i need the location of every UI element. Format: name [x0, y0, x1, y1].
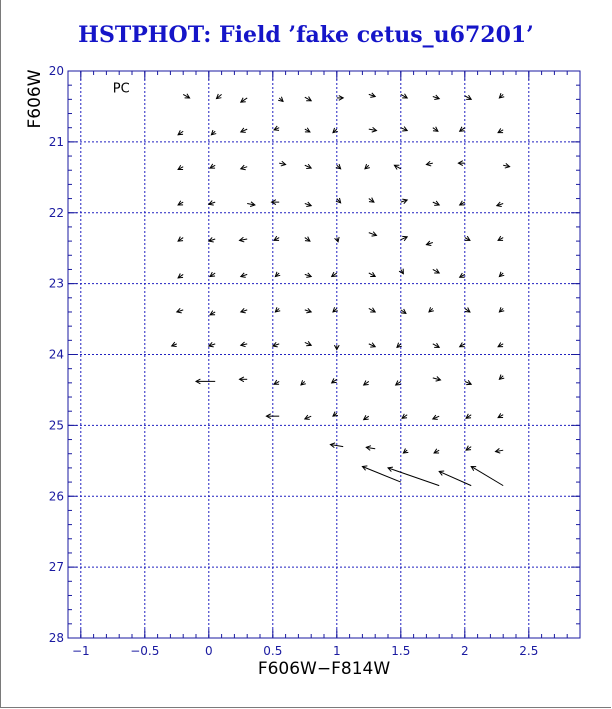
- displacement-vector: [401, 94, 407, 98]
- displacement-vector: [471, 466, 503, 485]
- vector-shaft: [471, 466, 503, 485]
- displacement-vector: [460, 273, 465, 277]
- displacement-vector: [332, 378, 337, 382]
- displacement-vector: [499, 307, 504, 312]
- displacement-vector: [305, 308, 311, 313]
- displacement-vector: [334, 345, 339, 349]
- displacement-vector: [241, 128, 247, 132]
- displacement-vector: [499, 375, 504, 380]
- displacement-vector: [503, 163, 509, 168]
- vector-shaft: [388, 468, 439, 486]
- displacement-vector: [429, 307, 434, 312]
- displacement-vector: [241, 308, 247, 313]
- x-tick-label: 1: [332, 644, 341, 658]
- displacement-vector: [433, 269, 439, 273]
- displacement-vector: [499, 93, 504, 98]
- displacement-vector: [460, 342, 465, 346]
- x-tick-label: 2.5: [519, 644, 539, 658]
- displacement-vector: [366, 446, 375, 451]
- y-tick-label: 25: [48, 418, 64, 433]
- displacement-vector: [274, 126, 279, 130]
- displacement-vector: [426, 161, 432, 166]
- displacement-vector: [369, 308, 375, 312]
- displacement-vector: [460, 201, 465, 205]
- vector-shaft: [362, 466, 400, 482]
- displacement-vector: [210, 311, 215, 315]
- displacement-vector: [177, 308, 183, 313]
- y-tick-label: 22: [48, 205, 64, 220]
- displacement-vector: [433, 127, 438, 131]
- displacement-vector: [362, 466, 400, 482]
- y-tick-label: 20: [48, 64, 64, 78]
- vector-field: [172, 93, 510, 486]
- displacement-vector: [369, 272, 375, 276]
- displacement-vector: [369, 198, 374, 202]
- displacement-vector: [498, 236, 503, 240]
- x-axis-title: F606W−F814W: [257, 659, 391, 679]
- displacement-vector: [274, 380, 279, 384]
- displacement-vector: [210, 272, 215, 276]
- x-tick-label: 0: [204, 644, 213, 658]
- vector-shaft: [439, 471, 471, 485]
- displacement-vector: [403, 448, 408, 453]
- displacement-vector: [388, 467, 439, 486]
- x-tick-label: −1: [71, 644, 90, 658]
- y-tick-label: 27: [48, 560, 64, 575]
- displacement-vector: [301, 380, 306, 385]
- displacement-vector: [465, 308, 470, 312]
- displacement-vector: [178, 237, 183, 241]
- displacement-vector: [465, 95, 471, 99]
- displacement-vector: [305, 164, 311, 168]
- displacement-vector: [401, 309, 406, 313]
- displacement-vector: [401, 236, 407, 240]
- displacement-vector: [426, 241, 432, 246]
- y-tick-label: 21: [48, 134, 64, 149]
- displacement-vector: [401, 199, 407, 204]
- displacement-vector: [433, 95, 439, 100]
- displacement-vector: [499, 272, 504, 277]
- displacement-vector: [364, 415, 369, 419]
- displacement-vector: [241, 273, 247, 278]
- displacement-vector: [433, 343, 439, 347]
- displacement-vector: [466, 446, 471, 450]
- displacement-vector: [211, 130, 216, 135]
- grid-lines: [68, 71, 580, 638]
- displacement-vector: [275, 307, 280, 312]
- displacement-vector: [172, 342, 177, 346]
- displacement-vector: [369, 93, 375, 98]
- displacement-vector: [365, 164, 370, 169]
- displacement-vector: [305, 202, 311, 207]
- displacement-vector: [394, 165, 400, 169]
- chart-title: HSTPHOT: Field ’fake cetus_u67201’: [78, 22, 534, 48]
- displacement-vector: [396, 381, 401, 385]
- displacement-vector: [401, 127, 407, 131]
- displacement-vector: [178, 273, 183, 277]
- displacement-vector: [433, 415, 439, 419]
- displacement-vector: [305, 237, 310, 241]
- displacement-vector: [178, 165, 183, 169]
- displacement-vector: [209, 201, 215, 206]
- displacement-vector: [337, 96, 343, 101]
- displacement-vector: [209, 342, 215, 347]
- displacement-vector: [240, 237, 248, 242]
- displacement-vector: [497, 202, 503, 207]
- displacement-vector: [433, 377, 441, 382]
- y-tick-label: 24: [48, 347, 64, 362]
- displacement-vector: [240, 377, 248, 382]
- displacement-vector: [210, 164, 215, 168]
- displacement-vector: [279, 161, 285, 166]
- displacement-vector: [498, 342, 503, 346]
- displacement-vector: [196, 379, 215, 384]
- displacement-vector: [498, 413, 503, 417]
- y-tick-label: 28: [48, 631, 64, 645]
- displacement-vector: [305, 415, 311, 419]
- displacement-vector: [364, 381, 369, 385]
- displacement-vector: [241, 98, 247, 102]
- axis-ticks: [49, 64, 580, 658]
- displacement-vector: [332, 272, 337, 276]
- displacement-vector: [241, 342, 247, 347]
- displacement-vector: [433, 201, 439, 205]
- displacement-vector: [178, 130, 183, 134]
- displacement-vector: [466, 414, 471, 418]
- displacement-vector: [273, 342, 279, 347]
- displacement-vector: [305, 273, 311, 278]
- displacement-vector: [305, 97, 311, 101]
- displacement-vector: [247, 202, 255, 207]
- displacement-vector: [439, 471, 471, 486]
- displacement-vector: [305, 128, 310, 132]
- displacement-vector: [369, 343, 375, 347]
- y-tick-label: 23: [48, 276, 64, 291]
- displacement-vector: [183, 94, 189, 98]
- displacement-vector: [241, 165, 247, 170]
- displacement-vector: [216, 94, 221, 99]
- displacement-vector: [496, 448, 504, 453]
- displacement-vector: [460, 127, 465, 131]
- displacement-vector: [305, 341, 311, 345]
- panel-label: PC: [112, 81, 130, 97]
- displacement-vector: [465, 236, 470, 240]
- displacement-vector: [434, 449, 439, 453]
- displacement-vector: [465, 380, 471, 384]
- x-tick-label: 0.5: [263, 644, 283, 658]
- displacement-vector: [278, 97, 283, 102]
- y-tick-label: 26: [48, 489, 64, 504]
- displacement-vector: [209, 237, 215, 242]
- displacement-vector: [274, 236, 279, 240]
- displacement-vector: [369, 232, 377, 236]
- displacement-vector: [275, 272, 280, 277]
- displacement-vector: [178, 201, 183, 205]
- displacement-vector: [369, 127, 377, 132]
- x-tick-label: 1.5: [391, 644, 411, 658]
- displacement-vector: [402, 414, 407, 418]
- displacement-vector: [266, 414, 279, 419]
- displacement-vector: [498, 128, 503, 132]
- x-tick-label: −0.5: [130, 644, 160, 658]
- displacement-vector: [458, 161, 464, 166]
- x-tick-label: 2: [460, 644, 469, 658]
- y-axis-title: F606W: [25, 69, 45, 129]
